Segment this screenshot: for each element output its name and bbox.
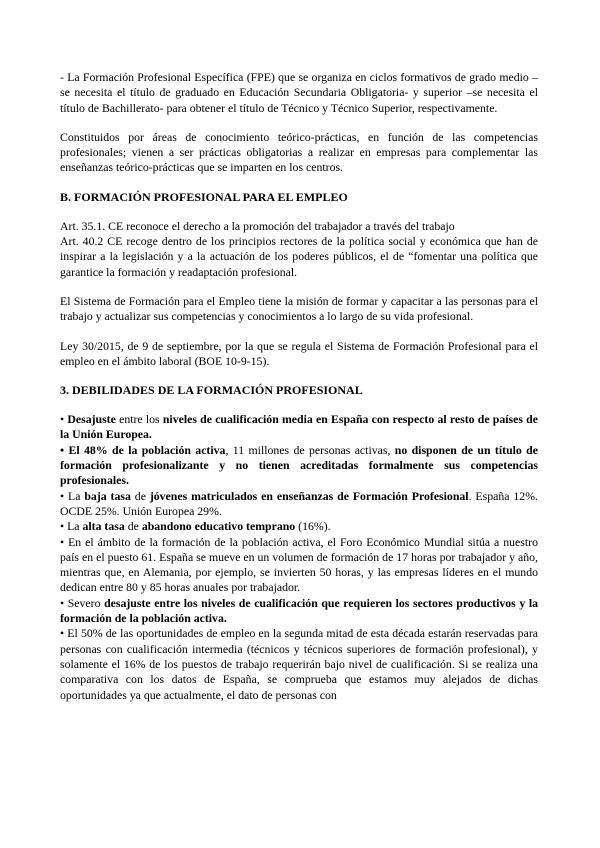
bold-text: jóvenes matriculados en enseñanzas de Formación Profesional — [149, 488, 469, 503]
text-run: entre los — [115, 412, 163, 427]
text-run: de — [130, 488, 150, 503]
text-run: • Severo — [60, 595, 105, 610]
ley-paragraph: Ley 30/2015, de 9 de septiembre, por la que se regula el Sistema de Formación Profesional para el empleo en el ámbito laboral (BOE 10-9-15). — [60, 338, 538, 368]
text-run: . España 12%. OCDE 25%. Unión Europea 29%. — [60, 488, 538, 518]
list-item — [60, 443, 538, 489]
bold-text: abandono educativo temprano — [141, 519, 296, 534]
bold-text: • El 48% de la población activa — [60, 442, 226, 457]
bullet-mark: • — [60, 412, 68, 427]
list-item — [60, 596, 538, 627]
list-item — [60, 489, 538, 520]
text-run: • La — [60, 488, 85, 503]
sistema-paragraph: El Sistema de Formación para el Empleo tiene la misión de formar y capacitar a las personas para el trabajo y actualizar sus competencias y conocimientos a lo largo de su vida profesional. — [60, 293, 538, 324]
bold-text: niveles de cualificación media en España con respecto al resto de países de la Unión Europea. — [60, 412, 538, 442]
text-run: de — [124, 519, 142, 534]
list-item — [60, 412, 538, 443]
text-run: , 11 millones de personas activas, — [225, 442, 395, 457]
section-3-heading: 3. DEBILIDADES DE LA FORMACIÓN PROFESIONAL — [60, 383, 363, 398]
bold-text: alta tasa — [82, 519, 125, 534]
areas-paragraph: Constituidos por áreas de conocimiento teórico-prácticas, en función de las competencias profesionales; vienen a ser prácticas obligatorias a realizar en empresas para complementar las enseñanzas teórico-prácticas que se imparten en los centros. — [60, 129, 538, 175]
list-item: • El 50% de las oportunidades de empleo en la segunda mitad de esta década estarán reservadas para personas con cualificación intermedia (técnicos y técnicos superiores de formación profesional), y solamente el 16% de los puestos de trabajo requerirán bajo nivel de cualificación. Si se realiza una comparativa con los datos de España, se comprueba que estamos muy alejados de dichas oportunidades ya que actualmente, el dato de personas con — [60, 626, 538, 702]
document-body — [60, 70, 538, 703]
bold-text: no disponen de un título de formación profesionalizante y no tienen acreditadas formalmente sus competencias profesionales. — [60, 442, 538, 488]
art-35-paragraph: Art. 35.1. CE reconoce el derecho a la promoción del trabajador a través del trabajo — [60, 218, 455, 233]
art-40-paragraph: Art. 40.2 CE recoge dentro de los principios rectores de la política social y económica que han de inspirar a la legislación y a la actuación de los poderes públicos, el de “fomentar una política que garantice la formación y readaptación profesional. — [60, 234, 538, 279]
bold-text: Desajuste — [67, 412, 116, 427]
section-b-heading: B. FORMACIÓN PROFESIONAL PARA EL EMPLEO — [60, 189, 348, 204]
list-item: • En el ámbito de la formación de la población activa, el Foro Económico Mundial sitúa a nuestro país en el puesto 61. España se mueve en un volumen de formación de 17 horas por trabajador y año, mientras que, en Alemania, por ejemplo, se invierten 50 horas, y las empresas líderes en el mundo dedican entre 80 y 85 horas anuales por trabajador. — [60, 534, 538, 595]
list-item — [60, 519, 538, 534]
bold-text: desajuste entre los niveles de cualificación que requieren los sectores productivos y la formación de la población activa. — [60, 595, 538, 626]
fpe-paragraph: - La Formación Profesional Específica (FPE) que se organiza en ciclos formativos de grado medio –se necesita el título de graduado en Educación Secundaria Obligatoria- y superior –se necesita el título de Bachillerato- para obtener el título de Técnico y Técnico Superior, respectivamente. — [60, 70, 538, 115]
bold-text: baja tasa — [84, 488, 131, 503]
text-run: (16%). — [295, 519, 331, 534]
text-run: • La — [60, 519, 83, 534]
